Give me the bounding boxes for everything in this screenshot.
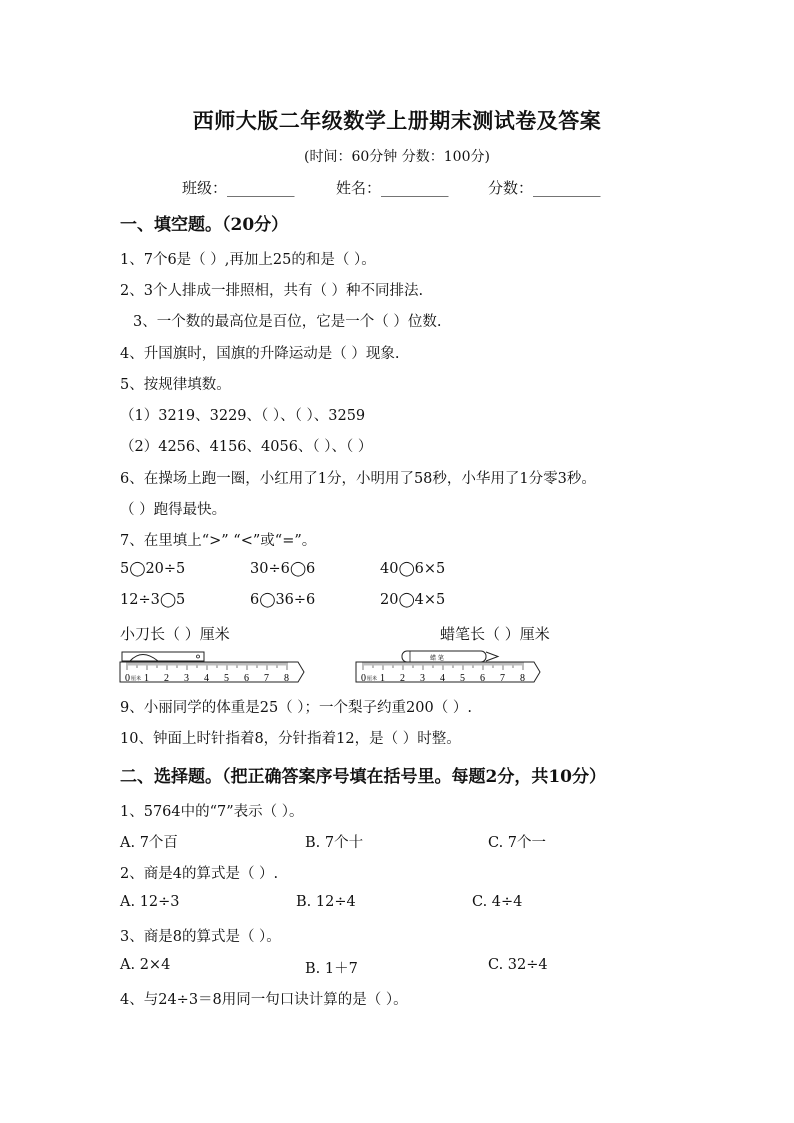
knife-icon (122, 652, 204, 661)
ruler-number: 1 (144, 673, 149, 684)
ruler-number: 2 (400, 673, 405, 684)
time-and-score-note: (时间：60分钟 分数：100分) (304, 149, 490, 165)
ruler-number: 3 (420, 673, 425, 684)
question-2-2: 2、商是4的算式是（ ）. (120, 866, 279, 882)
ruler-number: 2 (164, 673, 169, 684)
question-1-8-knife: 小刀长（ ）厘米 (120, 625, 230, 643)
option-b[interactable]: B. 1＋7 (305, 961, 358, 977)
question-1-5-part-1: （1）3219、3229、（ ）、（ ）、3259 (120, 408, 366, 424)
section-heading-multiple-choice: 二、选择题。（把正确答案序号填在括号里。每题2分，共10分） (120, 767, 606, 787)
section-heading-fill-in: 一、填空题。（20分） (120, 215, 289, 235)
question-1-5-part-2: （2）4256、4156、4056、（ ）、（ ） (120, 439, 373, 455)
ruler-number: 1 (380, 673, 385, 684)
question-2-3: 3、商是8的算式是（ ）。 (120, 929, 281, 945)
option-b[interactable]: B. 7个十 (305, 835, 364, 851)
name-field[interactable]: 姓名：_________ (336, 179, 449, 197)
ruler-number: 8 (284, 673, 289, 684)
question-1-10: 10、钟面上时针指着8，分针指着12，是（ ）时整。 (120, 731, 461, 747)
ruler-number: 7 (264, 673, 269, 684)
compare-item: 12÷3◯5 (120, 592, 186, 608)
question-1-2: 2、3个人排成一排照相，共有（ ）种不同排法. (120, 283, 424, 299)
ruler-number: 6 (244, 673, 249, 684)
question-1-5: 5、按规律填数。 (120, 377, 231, 393)
option-b[interactable]: B. 12÷4 (296, 894, 356, 910)
page-title: 西师大版二年级数学上册期末测试卷及答案 (192, 108, 602, 133)
ruler-number: 4 (204, 673, 209, 684)
score-field[interactable]: 分数：_________ (488, 179, 601, 197)
option-c[interactable]: C. 4÷4 (472, 894, 523, 910)
question-1-1: 1、7个6是（ ）,再加上25的和是（ ）。 (120, 252, 376, 268)
ruler-number: 8 (520, 673, 525, 684)
compare-item: 40◯6×5 (380, 561, 446, 577)
question-2-4: 4、与24÷3＝8用同一句口诀计算的是（ ）。 (120, 992, 408, 1008)
crayon-ruler-figure (354, 648, 544, 688)
ruler-number: 5 (224, 673, 229, 684)
compare-item: 6◯36÷6 (250, 592, 316, 608)
crayon-label: 蜡 笔 (430, 655, 444, 662)
question-2-1: 1、5764中的“7”表示（ ）。 (120, 804, 304, 820)
crayon-icon (402, 651, 498, 662)
question-1-7: 7、在里填上“>” “<”或“=”。 (120, 533, 317, 549)
question-1-8-crayon: 蜡笔长（ ）厘米 (440, 625, 550, 643)
knife-ruler-figure (118, 648, 308, 688)
compare-item: 5◯20÷5 (120, 561, 186, 577)
ruler-number: 0 (361, 673, 366, 684)
question-1-3: 3、一个数的最高位是百位，它是一个（ ）位数. (133, 314, 442, 330)
option-a[interactable]: A. 12÷3 (120, 894, 180, 910)
option-c[interactable]: C. 7个一 (488, 835, 547, 851)
ruler-unit: 厘米 (131, 676, 142, 682)
question-1-4: 4、升国旗时，国旗的升降运动是（ ）现象. (120, 346, 400, 362)
option-c[interactable]: C. 32÷4 (488, 957, 548, 973)
question-1-9: 9、小丽同学的体重是25（ ）；一个梨子约重200（ ）. (120, 700, 472, 716)
compare-item: 20◯4×5 (380, 592, 446, 608)
class-field[interactable]: 班级：_________ (182, 179, 295, 197)
ruler-number: 4 (440, 673, 445, 684)
compare-item: 30÷6◯6 (250, 561, 316, 577)
ruler-number: 7 (500, 673, 505, 684)
ruler-number: 6 (480, 673, 485, 684)
option-a[interactable]: A. 7个百 (120, 835, 178, 851)
option-a[interactable]: A. 2×4 (120, 957, 171, 973)
ruler-number: 0 (125, 673, 130, 684)
ruler-number: 5 (460, 673, 465, 684)
ruler-unit: 厘米 (367, 676, 378, 682)
question-1-6-continued: （ ）跑得最快。 (120, 502, 227, 518)
question-1-6: 6、在操场上跑一圈，小红用了1分，小明用了58秒，小华用了1分零3秒。 (120, 471, 596, 487)
ruler-number: 3 (184, 673, 189, 684)
